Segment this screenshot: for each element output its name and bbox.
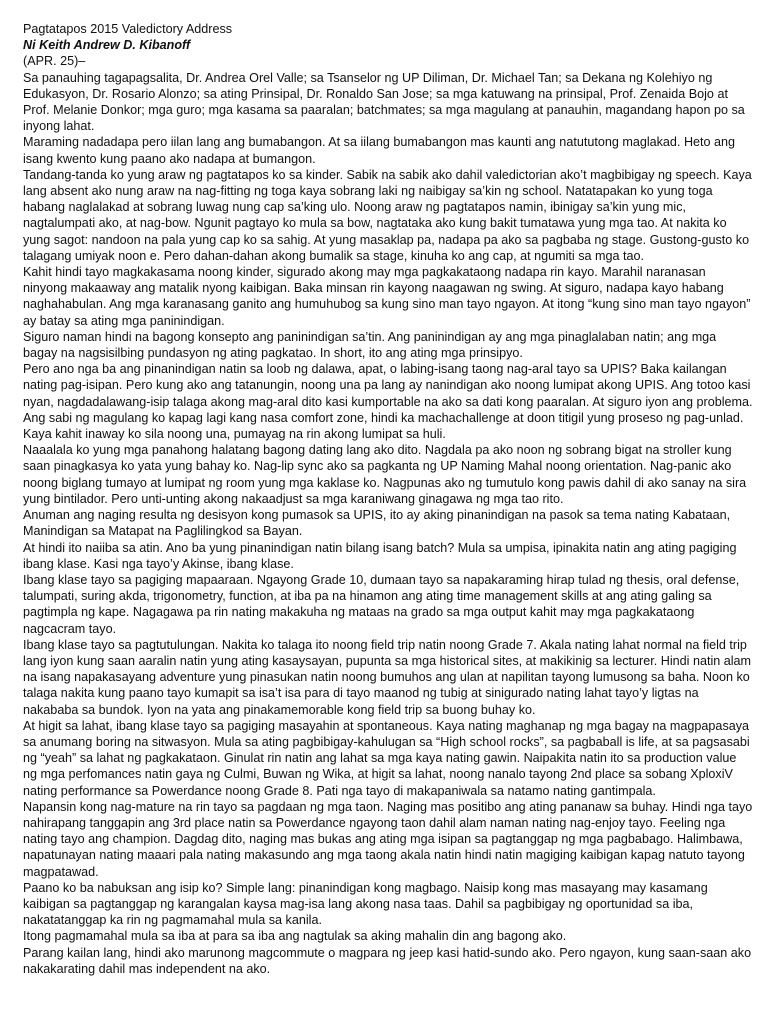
paragraph: Anuman ang naging resulta ng desisyon kong pumasok sa UPIS, ito ay aking pinanindigan na pasok sa tema nating Kabataan, Manindigan sa Matapat na Paglilingkod sa Bayan. [23,508,731,539]
paragraph: Parang kailan lang, hindi ako marunong magcommute o magpara ng jeep kasi hatid-sundo ako. Pero ngayon, kung saan-saan ako nakakarating dahil mas independent na ako. [23,945,752,976]
document-title: Pagtatapos 2015 Valedictory Address [23,22,233,36]
paragraph: Ibang klase tayo sa pagiging mapaaraan. Ngayong Grade 10, dumaan tayo sa napakaraming hirap tulad ng thesis, oral defense, talumpati, suring akda, trigonometry, function, at iba pa na hinamon ang ating time management skills at ang ating galing sa pagtimpla ng kape. Nagagawa pa rin nating makakuha ng mataas na grado sa mga output kahit may mga pagkakataong nagcacram tayo. [23,572,740,636]
document-page [23,21,753,977]
paragraph: Itong pagmamahal mula sa iba at para sa iba ang nagtulak sa aking mahalin din ang bagong ako. [23,929,567,944]
paragraph: Kahit hindi tayo magkakasama noong kinder, sigurado akong may mga pagkakataong nadapa rin kayo. Marahil naranasan ninyong makaaway ang matalik nyong kaibigan. Baka minsan rin kayong naagawan ng swing. At siguro, nadapa kayo habang naghahabulan. Ang mga karanasang ganito ang humuhubog sa kung sino man tayo ngayon. At itong “kung sino man tayo ngayon” ay batay sa ating mga paninindigan. [23,265,751,328]
paragraph: Maraming nadadapa pero iilan lang ang bumabangon. At sa iilang bumabangon mas kaunti ang natututong maglakad. Heto ang isang kwento kung paano ako nadapa at bumangon. [23,135,736,166]
paragraph: Paano ko ba nabuksan ang isip ko? Simple lang: pinanindigan kong magbago. Naisip kong mas masayang may kasamang kaibigan sa pagtanggap ng karangalan kaysa mag-isa lang akong nasa taas. Dahil sa pagbibigay ng oportunidad sa iba, nakatatanggap ka rin ng pagmamahal mula sa kanila. [23,880,708,928]
paragraph: At hindi ito naiiba sa atin. Ano ba yung pinanindigan natin bilang isang batch? Mula sa umpisa, ipinakita natin ang ating pagiging ibang klase. Kasi nga tayo’y Akinse, ibang klase. [23,540,737,571]
paragraph: Tandang-tanda ko yung araw ng pagtatapos ko sa kinder. Sabik na sabik ako dahil valedictorian ako’t magbibigay ng speech. Kaya lang absent ako nung araw na nag-fitting ng toga kaya sobrang laki ng naibigay sa’kin ng school. Natatapakan ko yung toga habang naglalakad at sobrang luwag nung cap sa’king ulo. Noong araw ng pagtatapos namin, ibinigay sa’kin yung mic, nagtalumpati ako, at nag-bow. Ngunit pagtayo ko mula sa bow, nagtataka ako kung bakit tumatawa yung mga tao. At nakita ko yung sagot: nandoon na pala yung cap ko sa sahig. At yung masaklap pa, nadapa pa ako sa pagbaba ng stage. Gustong-gusto ko talagang umiyak noon e. Pero dahan-dahan akong bumalik sa stage, kinuha ko ang cap, at ngumiti sa mga tao. [23,167,752,263]
paragraph: Naaalala ko yung mga panahong halatang bagong dating lang ako dito. Nagdala pa ako noon ng sobrang bigat na stroller kung saan pinagkasya ko yata yung bahay ko. Nag-lip sync ako sa pagkanta ng UP Naming Mahal noong orientation. Nag-panic ako noong biglang tumayo at lumipat ng room yung mga kaklase ko. Nagpunas ako ng tumutulo kong pawis dahil di ako sanay na sira yung bintilador. Pero unti-unting akong nakaadjust sa mga karaniwang ginagawa ng mga tao rito. [23,443,747,506]
paragraph: Sa panauhing tagapagsalita, Dr. Andrea Orel Valle; sa Tsanselor ng UP Diliman, Dr. Michael Tan; sa Dekana ng Kolehiyo ng Edukasyon, Dr. Rosario Alonzo; sa ating Prinsipal, Dr. Ronaldo San Jose; sa mga katuwang na prinsipal, Prof. Zenaida Bojo at Prof. Melanie Donkor; mga guro; mga kasama sa paaralan; batchmates; sa mga magulang at panauhin, magandang hapon po sa inyong lahat. [23,70,745,134]
paragraph: At higit sa lahat, ibang klase tayo sa pagiging masayahin at spontaneous. Kaya nating maghanap ng mga bagay na magpapasaya sa anumang boring na sitwasyon. Mula sa ating pagbibigay-kahulugan sa “High school rocks”, sa pagbaball is life, at sa pagsasabi ng “yeah” sa lahat ng pagkakataon. Ginulat rin natin ang lahat sa mga kaya nating gawin. Naipakita natin ito sa production value ng mga perfomances natin gaya ng Culmi, Buwan ng Wika, at higit sa lahat, noong nanalo tayong 2nd place sa sobang XploxiV nating performance sa Powerdance noong Grade 8. Pati nga tayo di makapaniwala sa natamo nating gantimpala. [23,718,750,798]
paragraph: Siguro naman hindi na bagong konsepto ang paninindigan sa’tin. Ang paninindigan ay ang mga pinaglalaban natin; ang mga bagay na nagsisilbing pundasyon ng ating pagkatao. In short, ito ang ating mga prinsipyo. [23,329,717,361]
paragraph: Pero ano nga ba ang pinanindigan natin sa loob ng dalawa, apat, o labing-isang taong nag-aral tayo sa UPIS? Baka kailangan nating pag-isipan. Pero kung ako ang tatanungin, noong una pa lang ay nanindigan ako noong lumipat akong UPIS. Ang totoo kasi nyan, nagdadalawang-isip talaga akong mag-aral dito kasi kumportable na ako sa dati kong paaralan. At siguro iyon ang problema. Ang sabi ng magulang ko kapag lagi kang nasa comfort zone, hindi ka machachallenge at doon titigil yung proseso ng pag-unlad. Kaya kahit inaway ko sila noong una, pumayag na rin akong lumipat sa huli. [23,362,753,442]
paragraph: Napansin kong nag-mature na rin tayo sa pagdaan ng mga taon. Naging mas positibo ang ating pananaw sa buhay. Hindi nga tayo nahirapang tanggapin ang 3rd place natin sa Powerdance ngayong taon dahil alam naman nating nag-enjoy tayo. Feeling nga nating tayo ang champion. Dagdag dito, naging mas bukas ang ating mga isipan sa pagtanggap ng mga pagbabago. Halimbawa, napatunayan nating maaari pala nating makasundo ang mga taong akala natin hindi natin magiging kaibigan kapag natuto tayong magpatawad. [23,799,753,879]
document-author: Ni Keith Andrew D. Kibanoff [23,38,191,53]
paragraph: Ibang klase tayo sa pagtutulungan. Nakita ko talaga ito noong field trip natin noong Grade 7. Akala nating lahat normal na field trip lang iyon kung saan aaralin natin yung ating kasaysayan, pupunta sa mga historical sites, at makikinig sa lecturer. Hindi natin alam na isang napakasayang adventure yung pinasukan natin noong bumuhos ang ulan at napilitan tayong lumusong sa baha. Noon ko talaga nakita kung paano tayo kumapit sa isa’t isa para di tayo maanod ng tubig at sinigurado nating lahat tayo’y ligtas na nakababa sa bundok. Iyon na yata ang pinakamemorable kong field trip sa buong buhay ko. [23,637,752,717]
document-date: (APR. 25)– [23,54,86,69]
